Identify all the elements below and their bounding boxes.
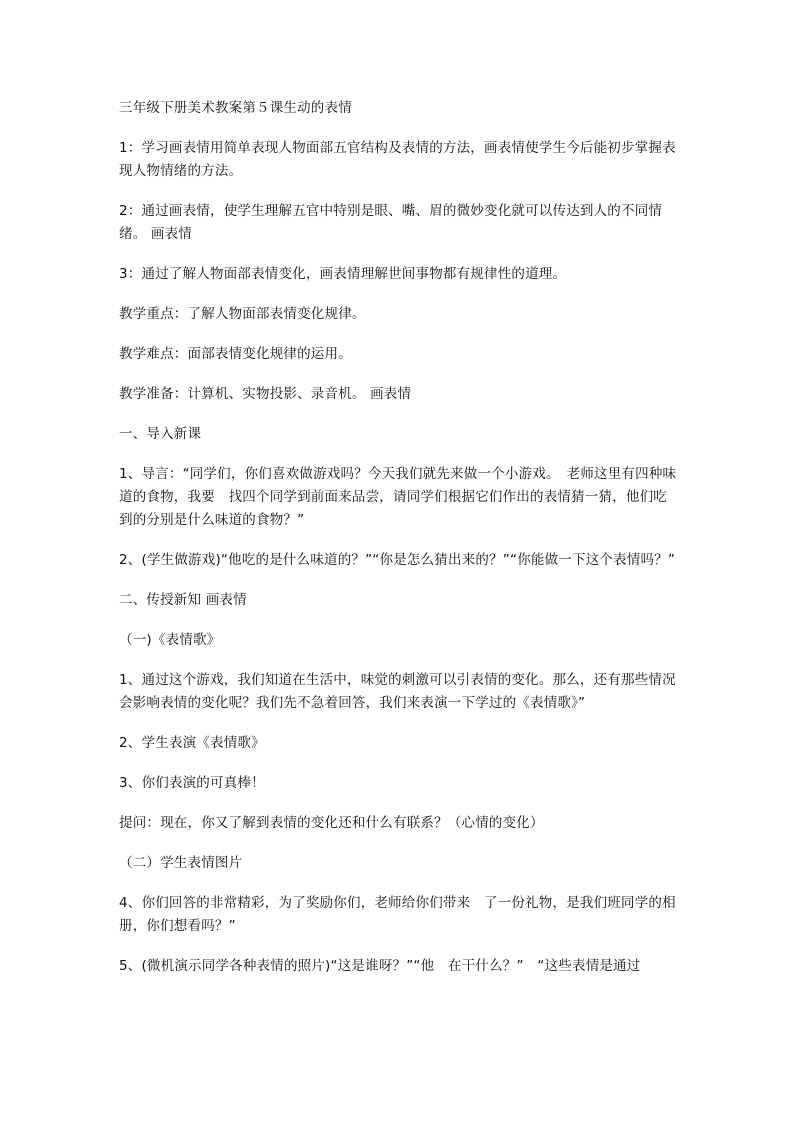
subsection-heading-song: （一)《表情歌》 [119, 632, 221, 648]
intro-step-1: 1、导言：“同学们，你们喜欢做游戏吗？今天我们就先来做一个小游戏。 老师这里有四种味道的食物，我要 找四个同学到前面来品尝，请同学们根据它们作出的表情猜一猜，他们吃到的分别是什么味道的食物？” [119, 466, 677, 528]
song-step-2: 2、学生表演《表情歌》 [119, 735, 265, 751]
document-title: 三年级下册美术教案第５课生动的表情 [119, 100, 352, 116]
section-heading-new-knowledge: 二、传授新知 画表情 [119, 592, 247, 608]
question-prompt: 提问：现在，你又了解到表情的变化还和什么有联系？（心情的变化） [119, 815, 544, 831]
song-step-1: 1、通过这个游戏，我们知道在生活中，味觉的刺激可以引表情的变化。那么，还有那些情况会影响表情的变化呢？我们先不急着回答，我们来表演一下学过的《表情歌》” [119, 672, 676, 711]
teaching-focus: 教学重点：了解人物面部表情变化规律。 [119, 306, 366, 322]
teaching-preparation: 教学准备：计算机、实物投影、录音机。 画表情 [119, 386, 412, 402]
intro-step-2: 2、(学生做游戏)“他吃的是什么味道的？”“你是怎么猜出来的？”“你能做一下这个表情吗？” [119, 552, 676, 568]
objective-2: 2：通过画表情，使学生理解五官中特别是眼、嘴、眉的微妙变化就可以传达到人的不同情绪。 画表情 [119, 203, 663, 242]
objective-1: 1：学习画表情用简单表现人物面部五官结构及表情的方法，画表情使学生今后能初步掌握表现人物情绪的方法。 [119, 140, 676, 179]
section-heading-intro: 一、导入新课 [119, 426, 202, 442]
teaching-difficulty: 教学难点：面部表情变化规律的运用。 [119, 346, 352, 362]
document-body [119, 97, 679, 995]
song-step-3: 3、你们表演的可真棒！ [119, 775, 265, 791]
photos-step-5: 5、(微机演示同学各种表情的照片)“这是谁呀？”“他 在干什么？” “这些表情是通过 [119, 958, 641, 974]
photos-step-4: 4、你们回答的非常精彩，为了奖励你们，老师给你们带来 了一份礼物，是我们班同学的相册，你们想看吗？” [119, 895, 676, 934]
subsection-heading-photos: （二）学生表情图片 [119, 855, 243, 871]
objective-3: 3：通过了解人物面部表情变化，画表情理解世间事物都有规律性的道理。 [119, 266, 567, 282]
